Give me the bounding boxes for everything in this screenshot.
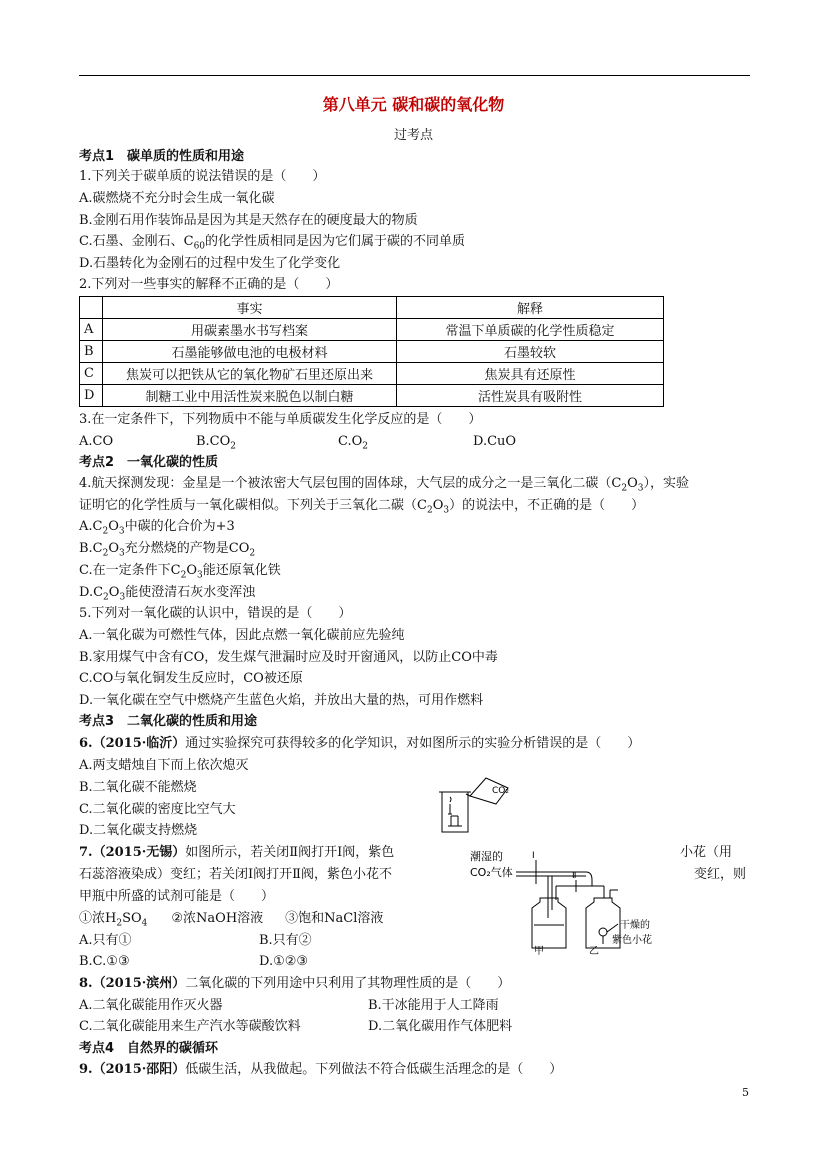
q7-option-d: D.①②③	[259, 954, 309, 969]
table-cell: B	[80, 341, 103, 363]
table-cell: 活性炭具有吸附性	[397, 385, 664, 407]
gas-label-line2: CO₂气体	[470, 866, 513, 879]
q8-option-c: C.二氧化碳能用来生产汽水等碳酸饮料	[79, 1019, 301, 1034]
q7-option-c: B.C.①③	[79, 954, 130, 969]
co2-pouring-figure	[436, 774, 516, 836]
q3-option-d: D.CuO	[473, 434, 517, 449]
q8-option-d: D.二氧化碳用作气体肥料	[368, 1019, 513, 1034]
q4-stem-line1: 4.航天探测发现：金星是一个被浓密大气层包围的固体球，大气层的成分之一是三氧化二碳$(C_2O_3)$，实验	[79, 476, 690, 494]
q3-option-b: $B.CO_2$	[196, 434, 237, 452]
q9-stem: 9.（2015·邵阳）低碳生活，从我做起。下列做法不符合低碳生活理念的是（ ）	[79, 1062, 563, 1077]
table-cell: C	[80, 363, 103, 385]
table-cell: 用碳素墨水书写档案	[103, 319, 397, 341]
q3-option-a: A.CO	[79, 434, 114, 449]
q5-option-a: A.一氧化碳为可燃性气体，因此点燃一氧化碳前应先验纯	[79, 628, 405, 643]
q2-stem: 2.下列对一些事实的解释不正确的是（ ）	[79, 277, 339, 292]
table-cell: 焦炭可以把铁从它的氧化物矿石里还原出来	[103, 363, 397, 385]
table-row	[80, 319, 664, 341]
flower-label-line2: 紫色小花	[612, 935, 652, 946]
q1-option-c: C.石墨、金刚石、$C_{60}$的化学性质相同是因为它们属于碳的不同单质	[79, 234, 466, 252]
apparatus-figure	[466, 840, 676, 955]
q7-stem-line3: 甲瓶中所盛的试剂可能是（ ）	[79, 889, 275, 904]
q7-option-b: B.只有②	[259, 933, 312, 948]
table-cell: 石墨能够做电池的电极材料	[103, 341, 397, 363]
table-header-cell	[80, 297, 103, 319]
section-heading-1: 考点1 碳单质的性质和用途	[79, 149, 245, 164]
q5-option-c: C.CO与氧化铜发生反应时，CO被还原	[79, 671, 303, 686]
page-number: 5	[742, 1086, 749, 1099]
table-cell: D	[80, 385, 103, 407]
q8-option-a: A.二氧化碳能用作灭火器	[79, 998, 223, 1013]
q6-option-d: D.二氧化碳支持燃烧	[79, 823, 198, 838]
q6-option-c: C.二氧化碳的密度比空气大	[79, 802, 236, 817]
gas-label-line1: 潮湿的	[470, 850, 503, 863]
q4-option-d: $D.C_2O_3$能使澄清石灰水变浑浊	[79, 585, 256, 603]
table-header-cell: 事实	[103, 297, 397, 319]
q7-stem-line1-right: 小花（用	[680, 845, 733, 860]
q6-stem: 6.（2015·临沂）通过实验探究可获得较多的化学知识，对如图所示的实验分析错误的是（ ）	[79, 736, 641, 751]
q8-option-b: B.干冰能用于人工降雨	[368, 998, 499, 1013]
q6-option-b: B.二氧化碳不能燃烧	[79, 780, 197, 795]
q7-option-a: A.只有①	[79, 933, 132, 948]
q4-option-a: $A.C_2O_3$中碳的化合价为+3	[79, 519, 235, 537]
co2-label: CO₂	[492, 786, 509, 796]
flower-label-line1: 干燥的	[620, 920, 650, 931]
section-heading-2: 考点2 一氧化碳的性质	[79, 455, 219, 470]
q2-table	[79, 296, 664, 407]
q7-stem-line2: 石蕊溶液染成）变红；若关闭Ⅰ阀打开Ⅱ阀，紫色小花不	[79, 867, 392, 882]
section-heading-4: 考点4 自然界的碳循环	[79, 1041, 219, 1056]
q8-stem: 8.（2015·滨州）二氧化碳的下列用途中只利用了其物理性质的是（ ）	[79, 976, 511, 991]
valve-1-label: Ⅰ	[532, 851, 535, 861]
table-row	[80, 363, 664, 385]
header-rule	[79, 75, 750, 76]
q7-reagents: ①浓$H_2SO_4$ ②浓NaOH溶液 ③饱和NaCl溶液	[79, 911, 384, 929]
table-cell: 焦炭具有还原性	[397, 363, 664, 385]
table-header-row	[80, 297, 664, 319]
q1-option-a: A.碳燃烧不充分时会生成一氧化碳	[79, 191, 275, 206]
table-header-cell: 解释	[397, 297, 664, 319]
q1-option-d: D.石墨转化为金刚石的过程中发生了化学变化	[79, 256, 341, 271]
q6-option-a: A.两支蜡烛自下而上依次熄灭	[79, 758, 249, 773]
q5-option-b: B.家用煤气中含有CO，发生煤气泄漏时应及时开窗通风，以防止CO中毒	[79, 650, 498, 665]
bottle-jia-label: 甲	[534, 946, 544, 955]
q5-stem: 5.下列对一氧化碳的认识中，错误的是（ ）	[79, 606, 352, 621]
q4-option-c: C.在一定条件下$C_2O_3$能还原氧化铁	[79, 563, 281, 581]
table-cell: A	[80, 319, 103, 341]
q4-option-b: $B.C_2O_3$充分燃烧的产物是$CO_2$	[79, 541, 256, 559]
valve-2-label: Ⅱ	[572, 871, 577, 881]
q7-stem-line2-right: 变红，则	[694, 867, 747, 882]
table-row	[80, 385, 664, 407]
section-subtitle: 过考点	[393, 128, 433, 143]
table-cell: 制糖工业中用活性炭来脱色以制白糖	[103, 385, 397, 407]
q4-stem-line2: 证明它的化学性质与一氧化碳相似。下列关于三氧化二碳$(C_2O_3)$的说法中，不正确的是（ ）	[79, 498, 645, 516]
q1-stem: 1.下列关于碳单质的说法错误的是（ ）	[79, 169, 326, 184]
table-cell: 常温下单质碳的化学性质稳定	[397, 319, 664, 341]
q5-option-d: D.一氧化碳在空气中燃烧产生蓝色火焰，并放出大量的热，可用作燃料	[79, 693, 484, 708]
q1-option-b: B.金刚石用作装饰品是因为其是天然存在的硬度最大的物质	[79, 213, 418, 228]
q7-stem-line1: 7.（2015·无锡）如图所示，若关闭Ⅱ阀打开Ⅰ阀，紫色	[79, 845, 395, 860]
unit-title: 第八单元 碳和碳的氧化物	[322, 95, 505, 114]
table-cell: 石墨较软	[397, 341, 664, 363]
q3-stem: 3.在一定条件下，下列物质中不能与单质碳发生化学反应的是（ ）	[79, 412, 482, 427]
section-heading-3: 考点3 二氧化碳的性质和用途	[79, 714, 258, 729]
table-row	[80, 341, 664, 363]
q3-option-c: $C.O_2$	[338, 434, 369, 452]
bottle-yi-label: 乙	[589, 946, 599, 955]
